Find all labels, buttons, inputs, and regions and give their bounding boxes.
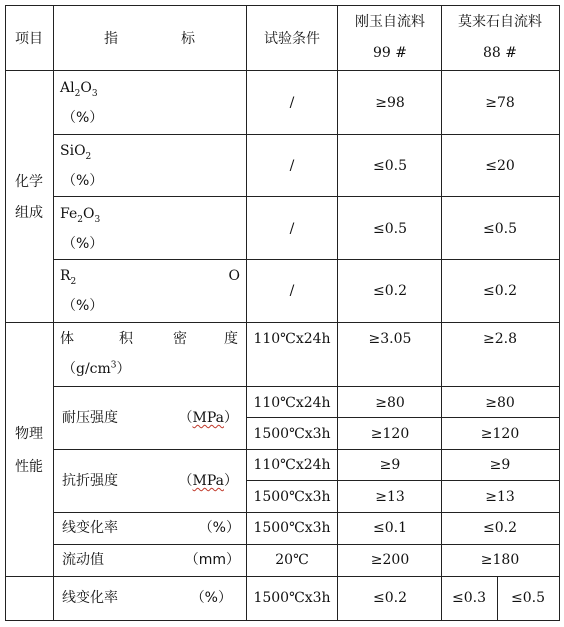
fe2o3-mullite: ≤0.5 [483,221,517,237]
r2o-condition: / [289,283,295,299]
last-linear-condition: 1500℃x3h [253,590,331,606]
density-char-3: 密 [173,331,187,347]
compressive-corundum-2: ≥120 [370,426,410,442]
density-char-4: 度 [224,331,238,347]
flow-corundum: ≥200 [370,552,410,568]
r2o-mullite: ≤0.2 [483,283,517,299]
compressive-unit: （MPa） [178,410,238,426]
density-condition: 110℃x24h [253,331,331,347]
group-chem-line1: 化学 [15,174,43,190]
linear-unit: （%） [198,520,240,536]
last-linear-mullite-b: ≤0.5 [511,590,545,606]
flexural-cond-1: 110℃x24h [253,457,331,473]
compressive-mullite-1: ≥80 [485,395,515,411]
flexural-unit: （MPa） [178,473,238,489]
fe2o3-condition: / [289,221,295,237]
last-linear-label: 线变化率 [62,590,118,606]
sio2-corundum: ≤0.5 [373,158,407,174]
last-linear-corundum: ≤0.2 [373,590,407,606]
al2o3-corundum: ≥98 [375,95,405,111]
density-char-1: 体 [60,331,74,347]
group-chem-line2: 组成 [15,205,43,221]
linear-corundum: ≤0.1 [373,520,407,536]
flexural-cond-2: 1500℃x3h [253,489,331,505]
al2o3-condition: / [289,95,295,111]
flexural-corundum-2: ≥13 [375,489,405,505]
r2o-corundum: ≤0.2 [373,283,407,299]
density-corundum: ≥3.05 [368,331,412,347]
sio2-label: SiO$_2$ [60,143,92,162]
flow-mullite: ≥180 [480,552,520,568]
al2o3-label: $Al_2O_3$ [60,80,98,99]
linear-label: 线变化率 [62,520,118,536]
r2o-label: $R_2$ [60,268,77,287]
r2o-label-tail: O [228,268,240,284]
fe2o3-label: $Fe_2O_3$ [60,206,101,225]
sio2-condition: / [289,158,295,174]
header-index-b: 标 [181,31,195,47]
r2o-unit: （%） [62,298,104,314]
sio2-mullite: ≤20 [485,158,515,174]
flow-label: 流动值 [62,552,104,568]
compressive-corundum-1: ≥80 [375,395,405,411]
last-linear-unit: （%） [190,590,232,606]
al2o3-mullite: ≥78 [485,95,515,111]
linear-mullite: ≤0.2 [483,520,517,536]
compressive-cond-1: 110℃x24h [253,395,331,411]
flexural-label: 抗折强度 [62,473,118,489]
compressive-label: 耐压强度 [62,410,118,426]
group-phys-line1: 物理 [15,426,43,442]
flexural-mullite-2: ≥13 [485,489,515,505]
density-unit: $(g/cm^3)$ [62,360,131,377]
header-item: 项目 [15,31,43,47]
flexural-corundum-1: ≥9 [379,457,401,473]
fe2o3-corundum: ≤0.5 [373,221,407,237]
header-corundum-grade: 99 # [373,45,407,61]
al2o3-unit: （%） [62,110,104,126]
header-mullite-name: 莫来石自流料 [458,14,542,30]
flow-condition: 20℃ [275,552,309,568]
fe2o3-unit: （%） [62,236,104,252]
compressive-cond-2: 1500℃x3h [253,426,331,442]
group-phys-line2: 性能 [15,459,43,475]
header-condition: 试验条件 [264,31,320,47]
header-corundum-name: 刚玉自流料 [355,14,425,30]
density-char-2: 积 [119,331,133,347]
last-linear-mullite-a: ≤0.3 [452,590,486,606]
flow-unit: （mm） [184,552,240,568]
header-index-a: 指 [104,31,118,47]
density-mullite: ≥2.8 [483,331,517,347]
flexural-mullite-1: ≥9 [489,457,511,473]
compressive-mullite-2: ≥120 [480,426,520,442]
sio2-unit: （%） [62,173,104,189]
header-mullite-grade: 88 # [483,45,517,61]
linear-condition: 1500℃x3h [253,520,331,536]
